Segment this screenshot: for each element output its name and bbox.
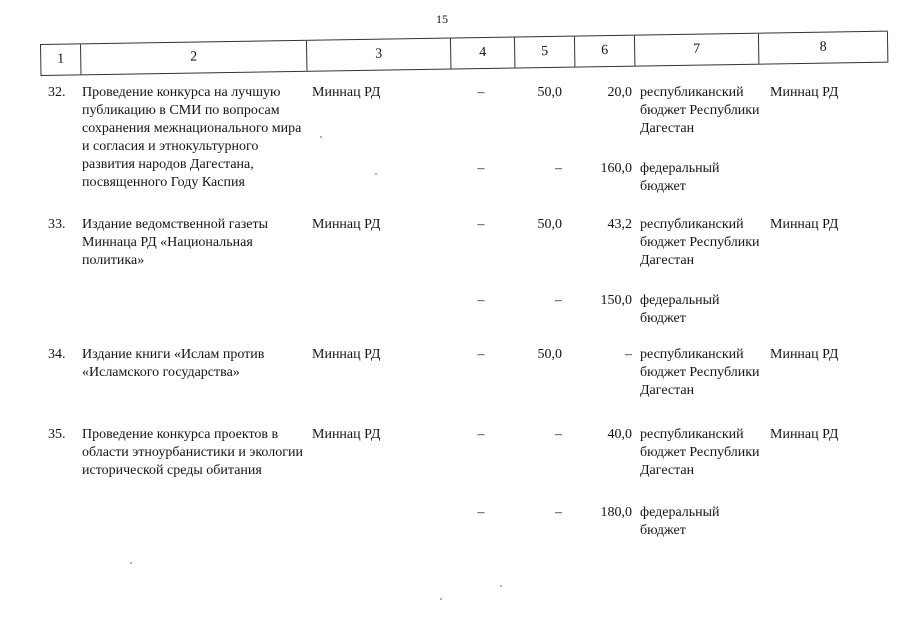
column-header-2: 2 [80, 41, 306, 75]
col5-value: – [555, 161, 562, 176]
col4-value: – [477, 427, 485, 442]
responsible: Миннац РД [770, 217, 839, 232]
event-name: Проведение конкурса проектов в области этноурбанистики и экологии исторической среды обитания [82, 427, 303, 478]
col5-value: 50,0 [537, 217, 562, 232]
scan-speck [440, 598, 442, 600]
scan-speck [320, 136, 322, 138]
funding-source: федеральный бюджет [640, 161, 720, 194]
column-header-7: 7 [634, 34, 758, 66]
funding-source: республиканский бюджет Республики Дагестан [640, 217, 760, 268]
column-header-6: 6 [574, 36, 634, 67]
page-number: 15 [436, 12, 448, 26]
col5-value: – [555, 505, 562, 520]
col4-value: – [477, 217, 485, 232]
col4-value: – [477, 85, 485, 100]
col6-value: 160,0 [600, 161, 632, 176]
event-name: Издание ведомственной газеты Миннаца РД «Национальная политика» [82, 217, 268, 268]
funding-source: федеральный бюджет [640, 505, 720, 538]
executor: Миннац РД [312, 427, 381, 442]
column-header-8: 8 [758, 32, 888, 64]
event-name: Издание книги «Ислам против «Исламского государства» [82, 347, 265, 380]
column-header-5: 5 [514, 37, 574, 68]
executor: Миннац РД [312, 347, 381, 362]
col4-value: – [477, 347, 485, 362]
row-number: 32. [48, 85, 66, 100]
col6-value: 20,0 [607, 85, 632, 100]
row-number: 35. [48, 427, 66, 442]
scan-speck [500, 585, 502, 587]
col6-value: – [625, 347, 632, 362]
col5-value: 50,0 [537, 347, 562, 362]
table-header-row [40, 31, 888, 76]
responsible: Миннац РД [770, 347, 839, 362]
col5-value: 50,0 [537, 85, 562, 100]
scan-speck [375, 173, 377, 175]
col5-value: – [555, 427, 562, 442]
funding-source: республиканский бюджет Республики Дагестан [640, 427, 760, 478]
funding-source: республиканский бюджет Республики Дагестан [640, 347, 760, 398]
col6-value: 43,2 [607, 217, 632, 232]
funding-source: федеральный бюджет [640, 293, 720, 326]
col6-value: 180,0 [600, 505, 632, 520]
executor: Миннац РД [312, 85, 381, 100]
funding-source: республиканский бюджет Республики Дагестан [640, 85, 760, 136]
col5-value: – [555, 293, 562, 308]
row-number: 34. [48, 347, 66, 362]
col6-value: 150,0 [600, 293, 632, 308]
responsible: Миннац РД [770, 85, 839, 100]
row-number: 33. [48, 217, 66, 232]
executor: Миннац РД [312, 217, 381, 232]
scan-speck [130, 562, 132, 564]
responsible: Миннац РД [770, 427, 839, 442]
column-header-3: 3 [306, 39, 450, 71]
col4-value: – [477, 505, 485, 520]
col6-value: 40,0 [607, 427, 632, 442]
col4-value: – [477, 293, 485, 308]
column-header-4: 4 [450, 38, 514, 69]
col4-value: – [477, 161, 485, 176]
event-name: Проведение конкурса на лучшую публикацию в СМИ по вопросам сохранения межнационального мира и согласия и этнокультурного развития народов Дагестана, посвященного Году Каспия [82, 85, 302, 190]
column-header-1: 1 [40, 44, 80, 75]
